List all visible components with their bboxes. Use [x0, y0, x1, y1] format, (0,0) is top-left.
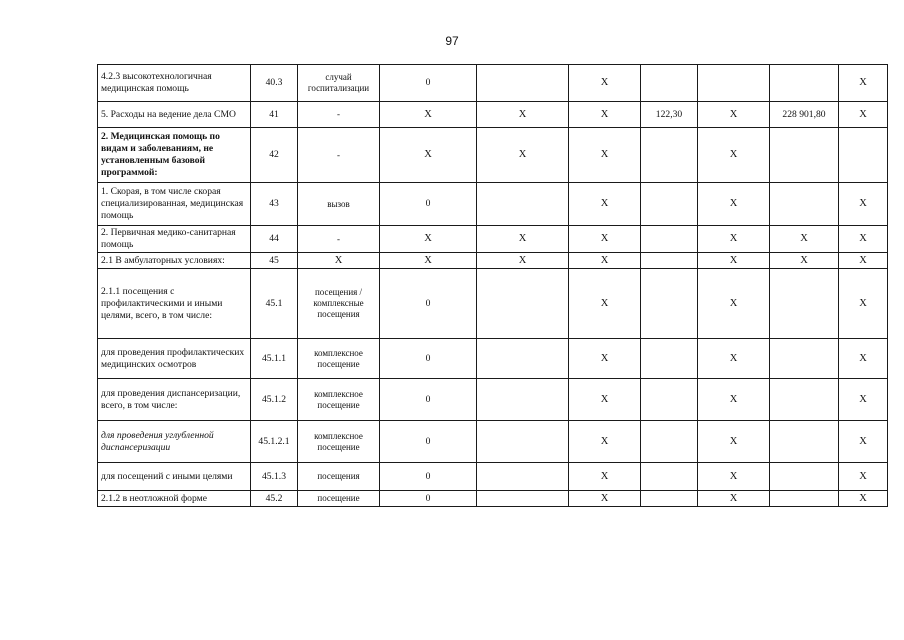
value-cell: X — [698, 253, 770, 269]
table-row — [98, 128, 888, 183]
value-cell — [477, 183, 569, 226]
value-cell: X — [698, 339, 770, 379]
value-cell: 0 — [380, 269, 477, 339]
value-cell: X — [569, 253, 641, 269]
row-unit-cell: случай госпитализации — [298, 65, 380, 102]
value-cell — [641, 379, 698, 421]
value-cell: X — [569, 491, 641, 507]
value-cell — [477, 65, 569, 102]
value-cell — [477, 421, 569, 463]
value-cell: 0 — [380, 463, 477, 491]
value-cell: X — [839, 253, 888, 269]
row-code-cell: 43 — [251, 183, 298, 226]
value-cell: X — [569, 65, 641, 102]
value-cell: X — [477, 128, 569, 183]
value-cell: X — [569, 339, 641, 379]
value-cell: X — [839, 226, 888, 253]
value-cell — [698, 65, 770, 102]
row-name-cell: 2. Первичная медико-санитарная помощь — [98, 226, 251, 253]
value-cell: X — [698, 226, 770, 253]
value-cell: X — [380, 226, 477, 253]
value-cell: X — [380, 128, 477, 183]
page-number: 97 — [445, 34, 459, 48]
table-row — [98, 421, 888, 463]
row-name-cell: 4.2.3 высокотехнологичная медицинская помощь — [98, 65, 251, 102]
row-code-cell: 45.1.1 — [251, 339, 298, 379]
row-unit-cell: - — [298, 102, 380, 128]
value-cell — [641, 491, 698, 507]
value-cell: X — [569, 128, 641, 183]
row-code-cell: 45 — [251, 253, 298, 269]
row-name-cell: для проведения профилактических медицинских осмотров — [98, 339, 251, 379]
value-cell: X — [698, 379, 770, 421]
row-name-cell: 2.1.1 посещения с профилактическими и иными целями, всего, в том числе: — [98, 269, 251, 339]
value-cell: X — [569, 269, 641, 339]
value-cell — [770, 65, 839, 102]
value-cell — [477, 491, 569, 507]
table-row — [98, 269, 888, 339]
value-cell: 0 — [380, 339, 477, 379]
value-cell: X — [569, 183, 641, 226]
value-cell: X — [569, 226, 641, 253]
value-cell: X — [380, 102, 477, 128]
value-cell — [770, 379, 839, 421]
row-unit-cell: - — [298, 226, 380, 253]
value-cell: X — [839, 65, 888, 102]
value-cell: 228 901,80 — [770, 102, 839, 128]
row-name-cell: 2.1 В амбулаторных условиях: — [98, 253, 251, 269]
table-row — [98, 226, 888, 253]
value-cell: X — [698, 421, 770, 463]
row-unit-cell: комплексное посещение — [298, 379, 380, 421]
value-cell: X — [839, 269, 888, 339]
row-name-cell: 2. Медицинская помощь по видам и заболеваниям, не установленным базовой программой: — [98, 128, 251, 183]
value-cell: X — [569, 379, 641, 421]
value-cell — [641, 183, 698, 226]
value-cell: 0 — [380, 183, 477, 226]
value-cell — [770, 269, 839, 339]
data-table — [97, 64, 888, 507]
value-cell: X — [698, 102, 770, 128]
value-cell — [770, 128, 839, 183]
value-cell: X — [698, 128, 770, 183]
value-cell — [477, 463, 569, 491]
value-cell — [641, 128, 698, 183]
value-cell — [641, 253, 698, 269]
value-cell: 0 — [380, 379, 477, 421]
row-code-cell: 41 — [251, 102, 298, 128]
row-unit-cell: - — [298, 128, 380, 183]
row-name-cell: для проведения углубленной диспансеризации — [98, 421, 251, 463]
value-cell — [770, 463, 839, 491]
value-cell: 0 — [380, 421, 477, 463]
value-cell: X — [698, 491, 770, 507]
row-unit-cell: комплексное посещение — [298, 421, 380, 463]
value-cell — [641, 226, 698, 253]
row-code-cell: 40.3 — [251, 65, 298, 102]
table-row — [98, 65, 888, 102]
value-cell — [770, 491, 839, 507]
value-cell: X — [698, 269, 770, 339]
row-name-cell: 1. Скорая, в том числе скорая специализированная, медицинская помощь — [98, 183, 251, 226]
value-cell: X — [380, 253, 477, 269]
row-name-cell: 5. Расходы на ведение дела СМО — [98, 102, 251, 128]
value-cell — [641, 463, 698, 491]
row-name-cell: 2.1.2 в неотложной форме — [98, 491, 251, 507]
value-cell: X — [770, 226, 839, 253]
row-unit-cell: посещения / комплексные посещения — [298, 269, 380, 339]
value-cell — [641, 339, 698, 379]
row-code-cell: 45.1.2.1 — [251, 421, 298, 463]
value-cell: X — [698, 183, 770, 226]
table-row — [98, 253, 888, 269]
value-cell: X — [839, 463, 888, 491]
row-code-cell: 45.1.2 — [251, 379, 298, 421]
value-cell: X — [698, 463, 770, 491]
value-cell: X — [839, 491, 888, 507]
value-cell — [641, 269, 698, 339]
value-cell: X — [839, 421, 888, 463]
row-code-cell: 45.1.3 — [251, 463, 298, 491]
value-cell — [770, 421, 839, 463]
row-unit-cell: посещения — [298, 463, 380, 491]
value-cell: X — [477, 102, 569, 128]
value-cell: X — [569, 463, 641, 491]
value-cell: X — [477, 253, 569, 269]
row-name-cell: для проведения диспансеризации, всего, в том числе: — [98, 379, 251, 421]
table-row — [98, 102, 888, 128]
value-cell: X — [839, 379, 888, 421]
table-row — [98, 339, 888, 379]
row-unit-cell: вызов — [298, 183, 380, 226]
value-cell — [770, 183, 839, 226]
value-cell — [477, 269, 569, 339]
value-cell — [477, 339, 569, 379]
value-cell: X — [839, 339, 888, 379]
table-row — [98, 379, 888, 421]
row-code-cell: 42 — [251, 128, 298, 183]
value-cell: X — [569, 102, 641, 128]
value-cell: X — [770, 253, 839, 269]
value-cell: X — [569, 421, 641, 463]
value-cell — [477, 379, 569, 421]
value-cell: 0 — [380, 491, 477, 507]
value-cell — [770, 339, 839, 379]
row-unit-cell: комплексное посещение — [298, 339, 380, 379]
row-code-cell: 44 — [251, 226, 298, 253]
value-cell — [641, 65, 698, 102]
value-cell — [641, 421, 698, 463]
row-name-cell: для посещений с иными целями — [98, 463, 251, 491]
value-cell: X — [477, 226, 569, 253]
row-code-cell: 45.2 — [251, 491, 298, 507]
value-cell: X — [839, 183, 888, 226]
value-cell: 0 — [380, 65, 477, 102]
row-unit-cell: посещение — [298, 491, 380, 507]
row-code-cell: 45.1 — [251, 269, 298, 339]
table-row — [98, 183, 888, 226]
table-row — [98, 463, 888, 491]
value-cell — [839, 128, 888, 183]
row-unit-cell: X — [298, 253, 380, 269]
value-cell: X — [839, 102, 888, 128]
table-row — [98, 491, 888, 507]
value-cell: 122,30 — [641, 102, 698, 128]
